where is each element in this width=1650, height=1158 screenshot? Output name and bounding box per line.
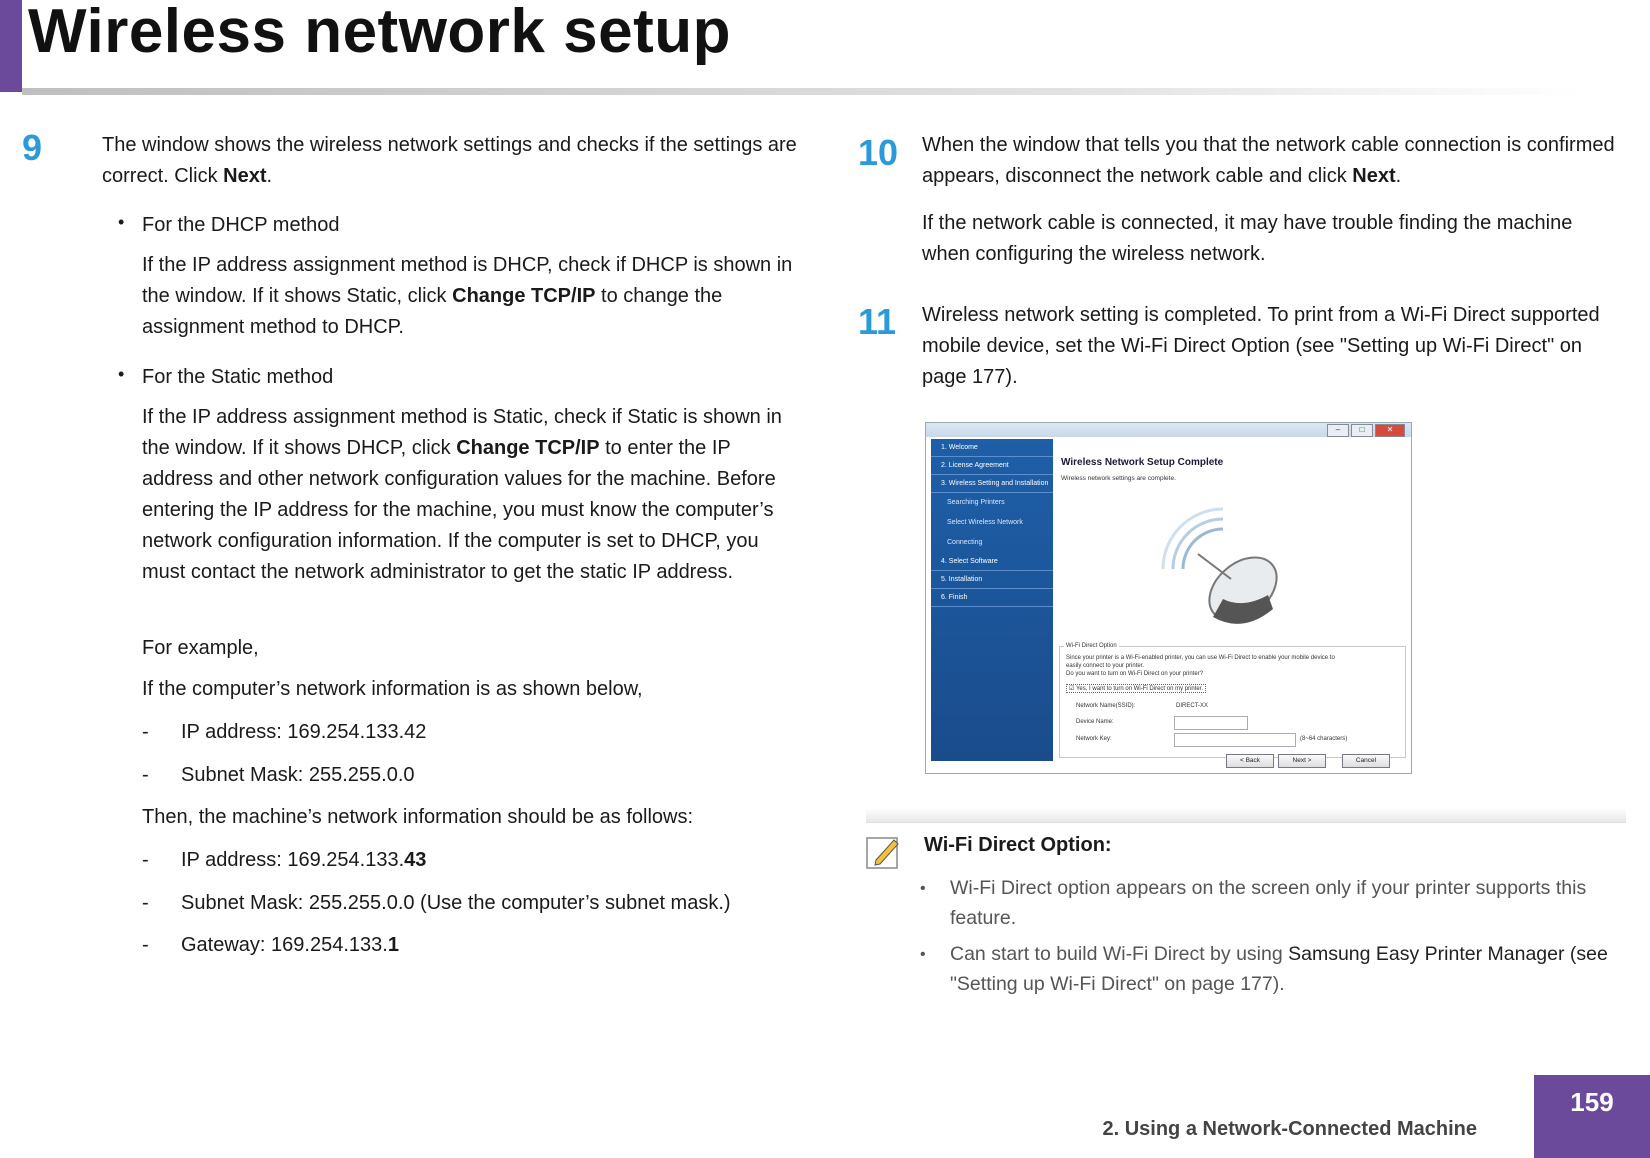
note-heading: Wi-Fi Direct Option: — [924, 834, 1112, 856]
device-name-input[interactable] — [1174, 716, 1248, 730]
device-name-label: Device Name: — [1076, 719, 1114, 725]
group-line-3: Do you want to turn on Wi-Fi Direct on your printer? — [1066, 671, 1204, 677]
wifi-direct-checkbox[interactable]: ☑ Yes, I want to turn on Wi-Fi Direct on my printer. — [1066, 684, 1206, 693]
installer-heading: Wireless Network Setup Complete — [1061, 457, 1224, 468]
note-item-1: Wi-Fi Direct option appears on the screen only if your printer supports this feature. — [950, 877, 1587, 929]
dash: - — [142, 721, 149, 743]
next-button[interactable]: Next > — [1278, 754, 1326, 768]
installer-main — [1053, 439, 1406, 761]
group-line-2: easily connect to your printer. — [1066, 663, 1145, 669]
note-item-2: Can start to build Wi-Fi Direct by using Samsung Easy Printer Manager (see "Setting up Wi-Fi Direct" on page 177). — [950, 943, 1608, 995]
installer-sidebar — [931, 439, 1053, 761]
sidebar-item-license: 2. License Agreement — [931, 457, 1053, 475]
step-11-text: Wireless network setting is completed. To print from a Wi-Fi Direct supported mobile device, set the Wi-Fi Direct Option (see "Setting up Wi-Fi Direct" on page 177). — [922, 304, 1600, 388]
dash: - — [142, 849, 149, 871]
sidebar-item-welcome: 1. Welcome — [931, 439, 1053, 457]
machine-ip: IP address: 169.254.133.43 — [181, 849, 427, 871]
static-method-text: If the IP address assignment method is Static, check if Static is shown in the window. If it shows DHCP, click Change TCP/IP to enter the IP address and other network configuration values for the machine. Before entering the IP address for the machine, you must know the computer’s network configuration information. If the computer is set to DHCP, you must contact the network administrator to get the static IP address. — [142, 406, 782, 583]
page-title: Wireless network setup — [28, 0, 731, 66]
dash: - — [142, 892, 149, 914]
back-button[interactable]: < Back — [1226, 754, 1274, 768]
installer-screenshot — [925, 422, 1412, 774]
close-icon[interactable]: ✕ — [1375, 424, 1405, 437]
dash: - — [142, 934, 149, 956]
ssid-label: Network Name(SSID): — [1076, 703, 1136, 709]
dhcp-method-label: For the DHCP method — [142, 214, 340, 236]
dhcp-method-text: If the IP address assignment method is DHCP, check if DHCP is shown in the window. If it shows Static, click Change TCP/IP to change the assignment method to DHCP. — [142, 254, 793, 338]
note-divider — [866, 808, 1626, 823]
minimize-icon[interactable]: – — [1327, 424, 1349, 437]
group-line-1: Since your printer is a Wi-Fi-enabled printer, you can use Wi-Fi Direct to enable your mobile device to — [1066, 655, 1335, 661]
computer-ip: IP address: 169.254.133.42 — [181, 721, 427, 743]
title-accent-bar — [0, 0, 22, 92]
sidebar-item-select-software: 4. Select Software — [931, 553, 1053, 571]
step-10-text: When the window that tells you that the network cable connection is confirmed appears, disconnect the network cable and click Next. — [922, 134, 1615, 187]
example-label: For example, — [142, 637, 259, 659]
group-title: Wi-Fi Direct Option — [1066, 643, 1117, 649]
computer-info-text: If the computer’s network information is as shown below, — [142, 678, 643, 700]
page-number: 159 — [1534, 1075, 1650, 1158]
static-method-label: For the Static method — [142, 366, 334, 388]
bullet: • — [920, 880, 926, 897]
installer-subheading: Wireless network settings are complete. — [1061, 475, 1176, 482]
step-9-intro: The window shows the wireless network settings and checks if the settings are correct. Click Next. — [102, 134, 797, 187]
dash: - — [142, 764, 149, 786]
sidebar-sub-connecting: Connecting — [947, 539, 983, 546]
step-number-9: 9 — [22, 127, 43, 168]
network-key-input[interactable] — [1174, 733, 1296, 747]
cancel-button[interactable]: Cancel — [1342, 754, 1390, 768]
machine-gateway: Gateway: 169.254.133.1 — [181, 934, 399, 956]
maximize-icon[interactable]: □ — [1351, 424, 1373, 437]
sidebar-item-finish: 6. Finish — [931, 589, 1053, 607]
title-divider — [22, 88, 1582, 95]
bullet: • — [118, 364, 125, 384]
sidebar-item-installation: 5. Installation — [931, 571, 1053, 589]
wireless-dish-icon — [1153, 499, 1303, 639]
bullet: • — [920, 946, 926, 963]
network-key-label: Network Key: — [1076, 736, 1112, 742]
sidebar-sub-select-network: Select Wireless Network — [947, 519, 1023, 526]
ssid-value: DIRECT-XX — [1176, 703, 1209, 709]
sidebar-item-wireless-setting: 3. Wireless Setting and Installation — [931, 475, 1053, 493]
wifi-direct-group — [1059, 643, 1406, 758]
window-titlebar — [926, 423, 1411, 437]
step-number-11: 11 — [858, 301, 897, 342]
bullet: • — [118, 212, 125, 232]
machine-info-text: Then, the machine’s network information should be as follows: — [142, 806, 694, 828]
note-pencil-icon — [866, 834, 902, 870]
sidebar-sub-searching: Searching Printers — [947, 499, 1005, 506]
machine-mask: Subnet Mask: 255.255.0.0 (Use the computer’s subnet mask.) — [181, 892, 731, 914]
network-key-hint: (8~64 characters) — [1300, 736, 1348, 742]
footer-chapter: 2. Using a Network-Connected Machine — [1102, 1118, 1477, 1140]
computer-mask: Subnet Mask: 255.255.0.0 — [181, 764, 415, 786]
step-number-10: 10 — [858, 132, 899, 173]
step-10-note: If the network cable is connected, it may have trouble finding the machine when configuring the wireless network. — [922, 212, 1573, 265]
